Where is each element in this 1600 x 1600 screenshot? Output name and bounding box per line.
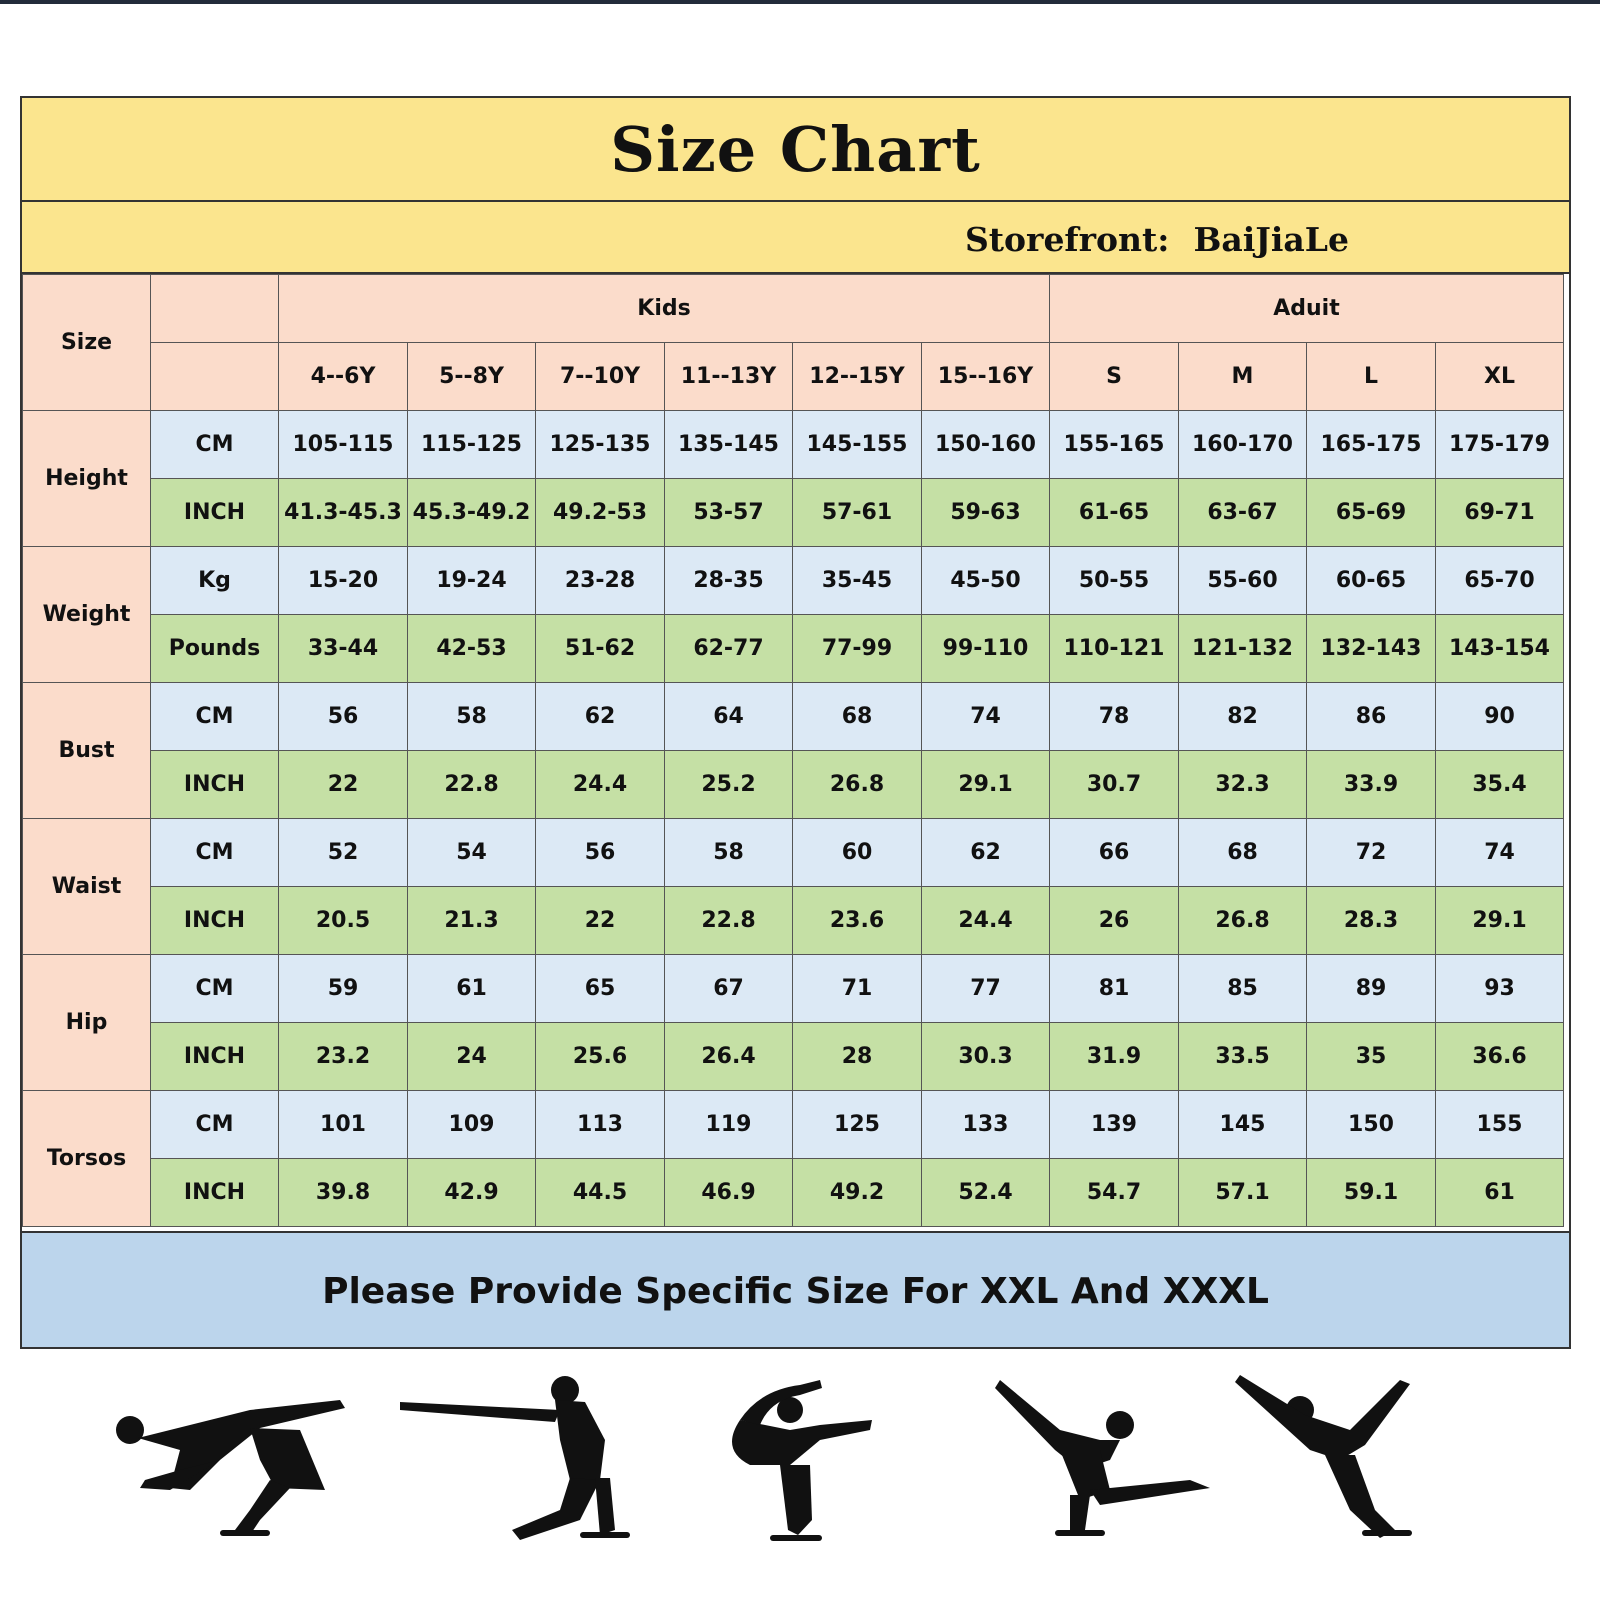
value-cell: 25.6 <box>536 1023 665 1091</box>
table-row <box>23 479 1564 547</box>
value-cell: 59.1 <box>1307 1159 1436 1227</box>
value-cell: 33-44 <box>279 615 408 683</box>
value-cell: 105-115 <box>279 411 408 479</box>
value-cell: 35.4 <box>1436 751 1564 819</box>
value-cell: 86 <box>1307 683 1436 751</box>
value-cell: 150 <box>1307 1091 1436 1159</box>
skater-4-icon <box>995 1380 1210 1536</box>
value-cell: 24.4 <box>536 751 665 819</box>
value-cell: 99-110 <box>922 615 1050 683</box>
value-cell: 26.4 <box>665 1023 793 1091</box>
value-cell: 23-28 <box>536 547 665 615</box>
value-cell: 57-61 <box>793 479 922 547</box>
value-cell: 65 <box>536 955 665 1023</box>
value-cell: 57.1 <box>1179 1159 1307 1227</box>
header-blank-cell <box>151 275 279 343</box>
value-cell: 63-67 <box>1179 479 1307 547</box>
value-cell: 133 <box>922 1091 1050 1159</box>
skater-2-icon <box>400 1376 630 1540</box>
table-row <box>23 1091 1564 1159</box>
value-cell: 52.4 <box>922 1159 1050 1227</box>
unit-label: INCH <box>151 1023 279 1091</box>
value-cell: 22 <box>536 887 665 955</box>
value-cell: 125-135 <box>536 411 665 479</box>
value-cell: 68 <box>793 683 922 751</box>
value-cell: 24 <box>408 1023 536 1091</box>
size-header: 11--13Y <box>665 343 793 411</box>
table-row <box>23 411 1564 479</box>
measurement-label: Torsos <box>23 1091 151 1227</box>
storefront <box>965 220 1349 259</box>
value-cell: 54 <box>408 819 536 887</box>
unit-label: INCH <box>151 887 279 955</box>
top-border-line <box>0 0 1600 4</box>
value-cell: 59-63 <box>922 479 1050 547</box>
unit-label: CM <box>151 1091 279 1159</box>
size-header: L <box>1307 343 1436 411</box>
value-cell: 145 <box>1179 1091 1307 1159</box>
value-cell: 77 <box>922 955 1050 1023</box>
value-cell: 155-165 <box>1050 411 1179 479</box>
value-cell: 58 <box>665 819 793 887</box>
value-cell: 28-35 <box>665 547 793 615</box>
value-cell: 24.4 <box>922 887 1050 955</box>
value-cell: 81 <box>1050 955 1179 1023</box>
value-cell: 121-132 <box>1179 615 1307 683</box>
value-cell: 39.8 <box>279 1159 408 1227</box>
storefront-band <box>22 202 1569 274</box>
footer-note: Please Provide Specific Size For XXL And XXXL <box>322 1270 1269 1312</box>
value-cell: 61-65 <box>1050 479 1179 547</box>
value-cell: 119 <box>665 1091 793 1159</box>
value-cell: 45.3-49.2 <box>408 479 536 547</box>
value-cell: 30.3 <box>922 1023 1050 1091</box>
size-chart <box>20 96 1571 1349</box>
value-cell: 72 <box>1307 819 1436 887</box>
unit-label: Pounds <box>151 615 279 683</box>
table-row <box>23 1023 1564 1091</box>
table-row <box>23 1159 1564 1227</box>
value-cell: 22.8 <box>665 887 793 955</box>
header-row-groups <box>23 275 1564 343</box>
skaters-silhouettes <box>100 1370 1500 1570</box>
table-row <box>23 751 1564 819</box>
size-label: Size <box>23 275 151 411</box>
value-cell: 89 <box>1307 955 1436 1023</box>
value-cell: 125 <box>793 1091 922 1159</box>
value-cell: 54.7 <box>1050 1159 1179 1227</box>
value-cell: 35-45 <box>793 547 922 615</box>
value-cell: 64 <box>665 683 793 751</box>
value-cell: 67 <box>665 955 793 1023</box>
value-cell: 135-145 <box>665 411 793 479</box>
unit-label: Kg <box>151 547 279 615</box>
unit-label: CM <box>151 683 279 751</box>
value-cell: 93 <box>1436 955 1564 1023</box>
value-cell: 78 <box>1050 683 1179 751</box>
measurement-label: Height <box>23 411 151 547</box>
value-cell: 56 <box>536 819 665 887</box>
table-row <box>23 683 1564 751</box>
value-cell: 25.2 <box>665 751 793 819</box>
table-row <box>23 819 1564 887</box>
value-cell: 15-20 <box>279 547 408 615</box>
value-cell: 109 <box>408 1091 536 1159</box>
value-cell: 74 <box>1436 819 1564 887</box>
value-cell: 160-170 <box>1179 411 1307 479</box>
value-cell: 22.8 <box>408 751 536 819</box>
kids-header: Kids <box>279 275 1050 343</box>
size-table <box>22 274 1564 1227</box>
value-cell: 46.9 <box>665 1159 793 1227</box>
unit-label: CM <box>151 819 279 887</box>
value-cell: 113 <box>536 1091 665 1159</box>
value-cell: 62 <box>922 819 1050 887</box>
value-cell: 115-125 <box>408 411 536 479</box>
value-cell: 77-99 <box>793 615 922 683</box>
table-row <box>23 547 1564 615</box>
storefront-label: Storefront: <box>964 220 1170 259</box>
value-cell: 21.3 <box>408 887 536 955</box>
value-cell: 150-160 <box>922 411 1050 479</box>
value-cell: 56 <box>279 683 408 751</box>
value-cell: 26 <box>1050 887 1179 955</box>
value-cell: 45-50 <box>922 547 1050 615</box>
value-cell: 52 <box>279 819 408 887</box>
size-header: 7--10Y <box>536 343 665 411</box>
value-cell: 28 <box>793 1023 922 1091</box>
value-cell: 132-143 <box>1307 615 1436 683</box>
value-cell: 28.3 <box>1307 887 1436 955</box>
value-cell: 139 <box>1050 1091 1179 1159</box>
value-cell: 49.2 <box>793 1159 922 1227</box>
measurement-label: Waist <box>23 819 151 955</box>
value-cell: 51-62 <box>536 615 665 683</box>
measurement-label: Bust <box>23 683 151 819</box>
value-cell: 26.8 <box>793 751 922 819</box>
value-cell: 66 <box>1050 819 1179 887</box>
value-cell: 60-65 <box>1307 547 1436 615</box>
unit-label: INCH <box>151 479 279 547</box>
value-cell: 60 <box>793 819 922 887</box>
value-cell: 59 <box>279 955 408 1023</box>
value-cell: 41.3-45.3 <box>279 479 408 547</box>
value-cell: 65-70 <box>1436 547 1564 615</box>
value-cell: 110-121 <box>1050 615 1179 683</box>
adult-header: Aduit <box>1050 275 1564 343</box>
footer-band <box>22 1231 1569 1349</box>
value-cell: 61 <box>1436 1159 1564 1227</box>
value-cell: 33.5 <box>1179 1023 1307 1091</box>
size-header: 15--16Y <box>922 343 1050 411</box>
value-cell: 62 <box>536 683 665 751</box>
table-row <box>23 615 1564 683</box>
value-cell: 165-175 <box>1307 411 1436 479</box>
value-cell: 42-53 <box>408 615 536 683</box>
value-cell: 62-77 <box>665 615 793 683</box>
value-cell: 32.3 <box>1179 751 1307 819</box>
value-cell: 23.6 <box>793 887 922 955</box>
unit-label: CM <box>151 411 279 479</box>
value-cell: 49.2-53 <box>536 479 665 547</box>
skater-1-icon <box>116 1400 345 1536</box>
value-cell: 101 <box>279 1091 408 1159</box>
value-cell: 68 <box>1179 819 1307 887</box>
size-header: M <box>1179 343 1307 411</box>
value-cell: 26.8 <box>1179 887 1307 955</box>
measurement-label: Weight <box>23 547 151 683</box>
value-cell: 71 <box>793 955 922 1023</box>
header-row-sizes <box>23 343 1564 411</box>
value-cell: 29.1 <box>1436 887 1564 955</box>
skater-3-icon <box>732 1380 872 1541</box>
size-header: S <box>1050 343 1179 411</box>
measurement-label: Hip <box>23 955 151 1091</box>
title-band <box>22 98 1569 202</box>
value-cell: 31.9 <box>1050 1023 1179 1091</box>
value-cell: 22 <box>279 751 408 819</box>
value-cell: 36.6 <box>1436 1023 1564 1091</box>
value-cell: 175-179 <box>1436 411 1564 479</box>
header-blank-cell <box>151 343 279 411</box>
value-cell: 33.9 <box>1307 751 1436 819</box>
unit-label: CM <box>151 955 279 1023</box>
unit-label: INCH <box>151 751 279 819</box>
value-cell: 20.5 <box>279 887 408 955</box>
value-cell: 69-71 <box>1436 479 1564 547</box>
value-cell: 30.7 <box>1050 751 1179 819</box>
value-cell: 58 <box>408 683 536 751</box>
value-cell: 53-57 <box>665 479 793 547</box>
value-cell: 74 <box>922 683 1050 751</box>
value-cell: 35 <box>1307 1023 1436 1091</box>
skater-5-icon <box>1235 1375 1412 1538</box>
value-cell: 42.9 <box>408 1159 536 1227</box>
size-header: XL <box>1436 343 1564 411</box>
size-header: 4--6Y <box>279 343 408 411</box>
table-row <box>23 955 1564 1023</box>
value-cell: 82 <box>1179 683 1307 751</box>
value-cell: 29.1 <box>922 751 1050 819</box>
value-cell: 61 <box>408 955 536 1023</box>
value-cell: 85 <box>1179 955 1307 1023</box>
value-cell: 55-60 <box>1179 547 1307 615</box>
size-header: 12--15Y <box>793 343 922 411</box>
value-cell: 65-69 <box>1307 479 1436 547</box>
chart-title: Size Chart <box>610 112 981 186</box>
size-header: 5--8Y <box>408 343 536 411</box>
value-cell: 90 <box>1436 683 1564 751</box>
storefront-name: BaiJiaLe <box>1193 220 1349 259</box>
value-cell: 155 <box>1436 1091 1564 1159</box>
unit-label: INCH <box>151 1159 279 1227</box>
value-cell: 50-55 <box>1050 547 1179 615</box>
value-cell: 143-154 <box>1436 615 1564 683</box>
table-row <box>23 887 1564 955</box>
value-cell: 23.2 <box>279 1023 408 1091</box>
value-cell: 44.5 <box>536 1159 665 1227</box>
value-cell: 19-24 <box>408 547 536 615</box>
value-cell: 145-155 <box>793 411 922 479</box>
